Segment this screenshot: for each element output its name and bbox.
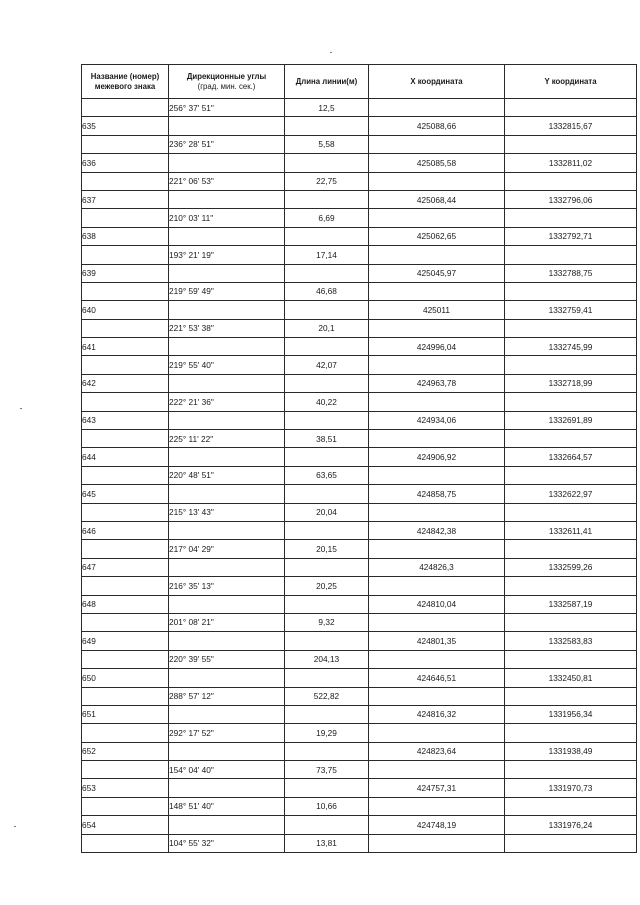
cell-x-coordinate [369,577,505,595]
cell-marker-name: 646 [82,521,169,539]
cell-y-coordinate: 1332792,71 [505,227,637,245]
cell-marker-name [82,319,169,337]
cell-line-length: 40,22 [285,393,369,411]
cell-direction-angle [169,816,285,834]
cell-marker-name: 653 [82,779,169,797]
cell-direction-angle: 219° 59' 49" [169,282,285,300]
cell-x-coordinate [369,430,505,448]
header-y-coordinate: Y координата [505,65,637,99]
cell-direction-angle [169,558,285,576]
table-row [82,393,637,411]
table-row [82,246,637,264]
table-row [82,466,637,484]
table-row [82,117,637,135]
cell-direction-angle [169,521,285,539]
cell-x-coordinate: 424816,32 [369,705,505,723]
cell-line-length [285,558,369,576]
cell-y-coordinate: 1332622,97 [505,485,637,503]
cell-direction-angle: 104° 55' 32" [169,834,285,852]
cell-direction-angle: 193° 21' 19" [169,246,285,264]
table-row [82,374,637,392]
cell-line-length [285,779,369,797]
cell-y-coordinate: 1331976,24 [505,816,637,834]
cell-y-coordinate [505,393,637,411]
table-row [82,338,637,356]
cell-marker-name: 638 [82,227,169,245]
table-row [82,834,637,852]
cell-x-coordinate: 424842,38 [369,521,505,539]
cell-marker-name: 650 [82,669,169,687]
cell-direction-angle: 215° 13' 43" [169,503,285,521]
cell-y-coordinate: 1332664,57 [505,448,637,466]
cell-direction-angle [169,190,285,208]
cell-line-length: 20,04 [285,503,369,521]
cell-x-coordinate [369,540,505,558]
cell-y-coordinate: 1331970,73 [505,779,637,797]
header-x-coordinate: X координата [369,65,505,99]
cell-x-coordinate [369,209,505,227]
cell-line-length [285,669,369,687]
cell-marker-name [82,577,169,595]
cell-y-coordinate [505,650,637,668]
table-body [82,99,637,853]
cell-direction-angle: 236° 28' 51" [169,135,285,153]
cell-y-coordinate: 1332450,81 [505,669,637,687]
cell-y-coordinate [505,209,637,227]
cell-marker-name [82,282,169,300]
cell-x-coordinate [369,319,505,337]
scan-speck [330,52,332,53]
table-row [82,761,637,779]
cell-direction-angle: 221° 06' 53" [169,172,285,190]
cell-line-length: 20,25 [285,577,369,595]
cell-direction-angle: 222° 21' 36" [169,393,285,411]
cell-y-coordinate [505,503,637,521]
cell-marker-name [82,650,169,668]
cell-direction-angle: 216° 35' 13" [169,577,285,595]
table-row [82,227,637,245]
cell-x-coordinate: 424906,92 [369,448,505,466]
cell-y-coordinate [505,834,637,852]
cell-direction-angle: 256° 37' 51" [169,99,285,117]
cell-marker-name [82,135,169,153]
table-row [82,503,637,521]
table-row [82,99,637,117]
cell-y-coordinate [505,246,637,264]
header-direction-angle [169,65,285,99]
cell-x-coordinate [369,393,505,411]
cell-x-coordinate [369,172,505,190]
cell-line-length: 17,14 [285,246,369,264]
cell-x-coordinate [369,687,505,705]
cell-y-coordinate: 1332587,19 [505,595,637,613]
cell-x-coordinate [369,724,505,742]
cell-y-coordinate [505,761,637,779]
cell-direction-angle: 220° 48' 51" [169,466,285,484]
cell-marker-name [82,209,169,227]
cell-x-coordinate: 424826,3 [369,558,505,576]
cell-direction-angle: 225° 11' 22" [169,430,285,448]
cell-y-coordinate: 1332815,67 [505,117,637,135]
cell-direction-angle: 210° 03' 11" [169,209,285,227]
table-row [82,356,637,374]
cell-x-coordinate [369,282,505,300]
header-angle-label: Дирекционные углы [186,71,267,81]
cell-direction-angle [169,705,285,723]
cell-y-coordinate: 1331938,49 [505,742,637,760]
cell-direction-angle: 221° 53' 38" [169,319,285,337]
cell-line-length: 42,07 [285,356,369,374]
cell-direction-angle [169,117,285,135]
table-row [82,172,637,190]
scan-speck [14,826,16,827]
table-row [82,577,637,595]
cell-marker-name [82,466,169,484]
table-row [82,301,637,319]
table-row [82,595,637,613]
table-row [82,687,637,705]
table-row [82,154,637,172]
table-row [82,485,637,503]
cell-y-coordinate [505,172,637,190]
cell-y-coordinate [505,466,637,484]
cell-x-coordinate [369,356,505,374]
cell-line-length [285,301,369,319]
cell-x-coordinate [369,246,505,264]
cell-line-length: 73,75 [285,761,369,779]
cell-x-coordinate: 424646,51 [369,669,505,687]
cell-y-coordinate [505,797,637,815]
cell-line-length [285,154,369,172]
cell-marker-name [82,613,169,631]
cell-marker-name [82,503,169,521]
cell-marker-name: 640 [82,301,169,319]
cell-marker-name: 648 [82,595,169,613]
cell-x-coordinate: 424810,04 [369,595,505,613]
cell-x-coordinate [369,135,505,153]
cell-marker-name [82,393,169,411]
cell-marker-name [82,761,169,779]
cell-direction-angle: 154° 04' 40" [169,761,285,779]
cell-x-coordinate: 425062,65 [369,227,505,245]
cell-direction-angle [169,448,285,466]
cell-y-coordinate: 1332583,83 [505,632,637,650]
cell-y-coordinate: 1332788,75 [505,264,637,282]
cell-marker-name [82,172,169,190]
cell-x-coordinate: 425011 [369,301,505,319]
cell-y-coordinate [505,613,637,631]
cell-marker-name: 641 [82,338,169,356]
cell-y-coordinate: 1332611,41 [505,521,637,539]
table-row [82,319,637,337]
cell-y-coordinate [505,135,637,153]
cell-line-length: 6,69 [285,209,369,227]
cell-x-coordinate: 424823,64 [369,742,505,760]
cell-direction-angle: 288° 57' 12" [169,687,285,705]
cell-y-coordinate [505,430,637,448]
cell-marker-name: 651 [82,705,169,723]
table-row [82,816,637,834]
table-row [82,282,637,300]
cell-y-coordinate [505,282,637,300]
cell-marker-name [82,356,169,374]
cell-direction-angle [169,632,285,650]
cell-direction-angle [169,264,285,282]
cell-direction-angle [169,779,285,797]
cell-marker-name: 654 [82,816,169,834]
cell-direction-angle [169,227,285,245]
header-line-length: Длина линии(м) [285,65,369,99]
cell-y-coordinate [505,687,637,705]
header-marker-name: Название (номер) межевого знака [82,65,169,99]
cell-y-coordinate: 1332759,41 [505,301,637,319]
cell-x-coordinate [369,761,505,779]
table-row [82,613,637,631]
cell-marker-name [82,540,169,558]
cell-line-length: 20,15 [285,540,369,558]
cell-x-coordinate [369,99,505,117]
cell-marker-name: 652 [82,742,169,760]
cell-line-length [285,816,369,834]
cell-y-coordinate: 1332745,99 [505,338,637,356]
cell-marker-name [82,99,169,117]
cell-line-length: 22,75 [285,172,369,190]
cell-direction-angle: 219° 55' 40" [169,356,285,374]
cell-marker-name: 644 [82,448,169,466]
cell-marker-name [82,246,169,264]
table-row [82,797,637,815]
cell-line-length [285,338,369,356]
cell-direction-angle [169,595,285,613]
cell-x-coordinate: 424801,35 [369,632,505,650]
cell-y-coordinate [505,99,637,117]
scan-speck [20,408,22,409]
cell-direction-angle [169,374,285,392]
cell-line-length [285,448,369,466]
cell-marker-name [82,724,169,742]
cell-direction-angle: 292° 17' 52" [169,724,285,742]
cell-marker-name: 635 [82,117,169,135]
cell-direction-angle [169,742,285,760]
cell-y-coordinate: 1332718,99 [505,374,637,392]
table-row [82,448,637,466]
cell-marker-name: 649 [82,632,169,650]
cell-y-coordinate [505,540,637,558]
cell-line-length [285,190,369,208]
table-row [82,411,637,429]
cell-line-length: 20,1 [285,319,369,337]
table-row [82,521,637,539]
boundary-coordinates-table [81,64,637,853]
cell-direction-angle: 201° 08' 21" [169,613,285,631]
cell-marker-name: 639 [82,264,169,282]
cell-x-coordinate: 424858,75 [369,485,505,503]
cell-direction-angle: 217° 04' 29" [169,540,285,558]
cell-marker-name: 647 [82,558,169,576]
cell-x-coordinate [369,613,505,631]
cell-direction-angle [169,669,285,687]
table-row [82,430,637,448]
cell-x-coordinate: 425068,44 [369,190,505,208]
cell-line-length [285,227,369,245]
cell-marker-name [82,797,169,815]
table-row [82,190,637,208]
cell-line-length [285,705,369,723]
cell-line-length: 204,13 [285,650,369,668]
table-row [82,209,637,227]
cell-line-length [285,411,369,429]
cell-line-length: 38,51 [285,430,369,448]
cell-x-coordinate: 425085,58 [369,154,505,172]
table-row [82,135,637,153]
cell-y-coordinate [505,319,637,337]
cell-x-coordinate: 424748,19 [369,816,505,834]
cell-line-length: 19,29 [285,724,369,742]
cell-x-coordinate [369,834,505,852]
table-row [82,650,637,668]
cell-y-coordinate: 1331956,34 [505,705,637,723]
cell-line-length [285,264,369,282]
cell-y-coordinate [505,577,637,595]
table-row [82,669,637,687]
cell-x-coordinate: 424757,31 [369,779,505,797]
cell-marker-name [82,687,169,705]
cell-marker-name: 645 [82,485,169,503]
cell-line-length: 46,68 [285,282,369,300]
cell-line-length: 63,65 [285,466,369,484]
cell-x-coordinate [369,466,505,484]
cell-x-coordinate: 424963,78 [369,374,505,392]
table-row [82,632,637,650]
cell-marker-name: 642 [82,374,169,392]
table-header-row [82,65,637,99]
cell-line-length [285,521,369,539]
cell-line-length: 10,66 [285,797,369,815]
cell-x-coordinate: 425088,66 [369,117,505,135]
cell-marker-name [82,834,169,852]
cell-x-coordinate: 425045,97 [369,264,505,282]
cell-y-coordinate: 1332599,26 [505,558,637,576]
cell-y-coordinate: 1332796,06 [505,190,637,208]
cell-marker-name: 643 [82,411,169,429]
cell-line-length [285,374,369,392]
cell-direction-angle [169,411,285,429]
cell-x-coordinate [369,797,505,815]
table-row [82,779,637,797]
cell-line-length [285,632,369,650]
table-row [82,558,637,576]
cell-direction-angle: 220° 39' 55" [169,650,285,668]
cell-line-length [285,595,369,613]
header-angle-units: (град. мин. сек.) [197,81,256,91]
table-row [82,705,637,723]
cell-marker-name: 636 [82,154,169,172]
table-row [82,264,637,282]
cell-line-length: 13,81 [285,834,369,852]
cell-line-length: 9,32 [285,613,369,631]
cell-y-coordinate [505,724,637,742]
cell-direction-angle [169,338,285,356]
cell-line-length: 522,82 [285,687,369,705]
cell-y-coordinate: 1332811,02 [505,154,637,172]
cell-direction-angle [169,154,285,172]
cell-line-length [285,485,369,503]
cell-x-coordinate [369,650,505,668]
cell-marker-name: 637 [82,190,169,208]
cell-x-coordinate: 424996,04 [369,338,505,356]
cell-direction-angle: 148° 51' 40" [169,797,285,815]
cell-direction-angle [169,485,285,503]
cell-x-coordinate [369,503,505,521]
cell-direction-angle [169,301,285,319]
table-row [82,742,637,760]
table-row [82,540,637,558]
cell-y-coordinate [505,356,637,374]
cell-marker-name [82,430,169,448]
cell-line-length: 5,58 [285,135,369,153]
cell-line-length: 12,5 [285,99,369,117]
table-row [82,724,637,742]
cell-line-length [285,117,369,135]
cell-line-length [285,742,369,760]
cell-x-coordinate: 424934,06 [369,411,505,429]
cell-y-coordinate: 1332691,89 [505,411,637,429]
